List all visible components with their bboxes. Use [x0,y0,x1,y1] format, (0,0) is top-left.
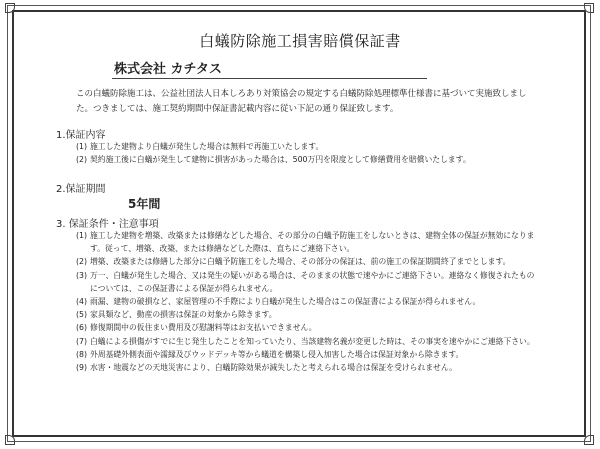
item-number: (8) [76,349,88,359]
list-item [76,295,538,308]
list-item [76,361,538,374]
item-text: 白蟻による損傷がすでに生じ発生したことを知っていたり、当該建物名義が変更した時は、その事実を速やかにご連絡下さい。 [90,336,535,346]
item-number: (2) [76,155,88,165]
corner-ornament [584,3,594,13]
section-conditions-title: 3. 保証条件・注意事項 [56,219,159,230]
item-number: (9) [76,363,88,373]
item-number: (6) [76,323,88,333]
item-text: 家具類など、動産の損害は保証の対象から除きます。 [90,310,277,320]
section-period-title: 2.保証期間 [56,184,106,195]
company-name: 株式会社 カチタス [114,62,222,77]
item-text: 施工した建物より白蟻が発生した場合は無料で再施工いたします。 [90,142,324,151]
list-item [76,229,538,255]
item-number: (1) [76,231,88,240]
coverage-list [76,140,556,166]
list-item [76,335,538,348]
company-underline [112,78,427,79]
item-text: 雨漏、建物の破損など、家屋管理の不手際により白蟻が発生した場合はこの保証書による保証が得られません。 [90,297,481,307]
item-number: (4) [76,297,88,307]
list-item [76,153,556,166]
corner-ornament [5,435,15,445]
intro-paragraph: この白蟻防除施工は、公益社団法人日本しろあり対策協会の規定する白蟻防除処理標準仕様書に基づいて実施致しました。つきましては、施工契約期間中保証書記載内容に従い下記の通り保証致します。 [76,89,527,114]
item-text: 増築、改築または修繕した部分に白蟻予防施工をした場合、その部分の保証は、前の施工の保証期間終了までとします。 [90,257,511,267]
item-text: 施工した建物を増築、改築または修繕などした場合、その部分の白蟻予防施工をしないときは、建物全体の保証が無効になります。従って、増築、改築、または修繕などした際は、直ちにご連絡下さい。 [90,231,535,254]
item-text: 修復期間中の仮住まい費用及び慰謝料等はお支払いできません。 [90,323,317,333]
list-item [76,255,538,268]
corner-ornament [584,435,594,445]
list-item [76,321,538,334]
section-coverage-title: 1.保証内容 [56,130,106,141]
item-text: 外周基礎外側表面や濡縁及びウッドデッキ等から蟻道を構築し侵入加害した場合は保証対象から除きます。 [90,349,464,359]
list-item [76,269,538,295]
list-item [76,308,538,321]
list-item [76,348,538,361]
list-item [76,140,556,153]
item-number: (7) [76,336,88,346]
conditions-list [76,229,538,374]
item-number: (3) [76,270,88,280]
item-text: 水害・地震などの天地災害により、白蟻防除効果が減失したと考えられる場合は保証を受けられません。 [90,363,457,373]
item-text: 万一、白蟻が発生した場合、又は発生の疑いがある場合は、そのままの状態で速やかにご連絡下さい。連絡なく修復されたものについては、この保証書による保証が得られません。 [90,270,535,293]
warranty-period-value: 5年間 [128,197,161,211]
item-number: (5) [76,310,88,320]
item-number: (2) [76,257,88,267]
item-number: (1) [76,142,88,151]
document-title: 白蟻防除施工損害賠償保証書 [199,32,401,50]
item-text: 契約施工後に白蟻が発生して建物に損害があった場合は、500万円を限度として修繕費用を賠償いたします。 [90,155,471,165]
